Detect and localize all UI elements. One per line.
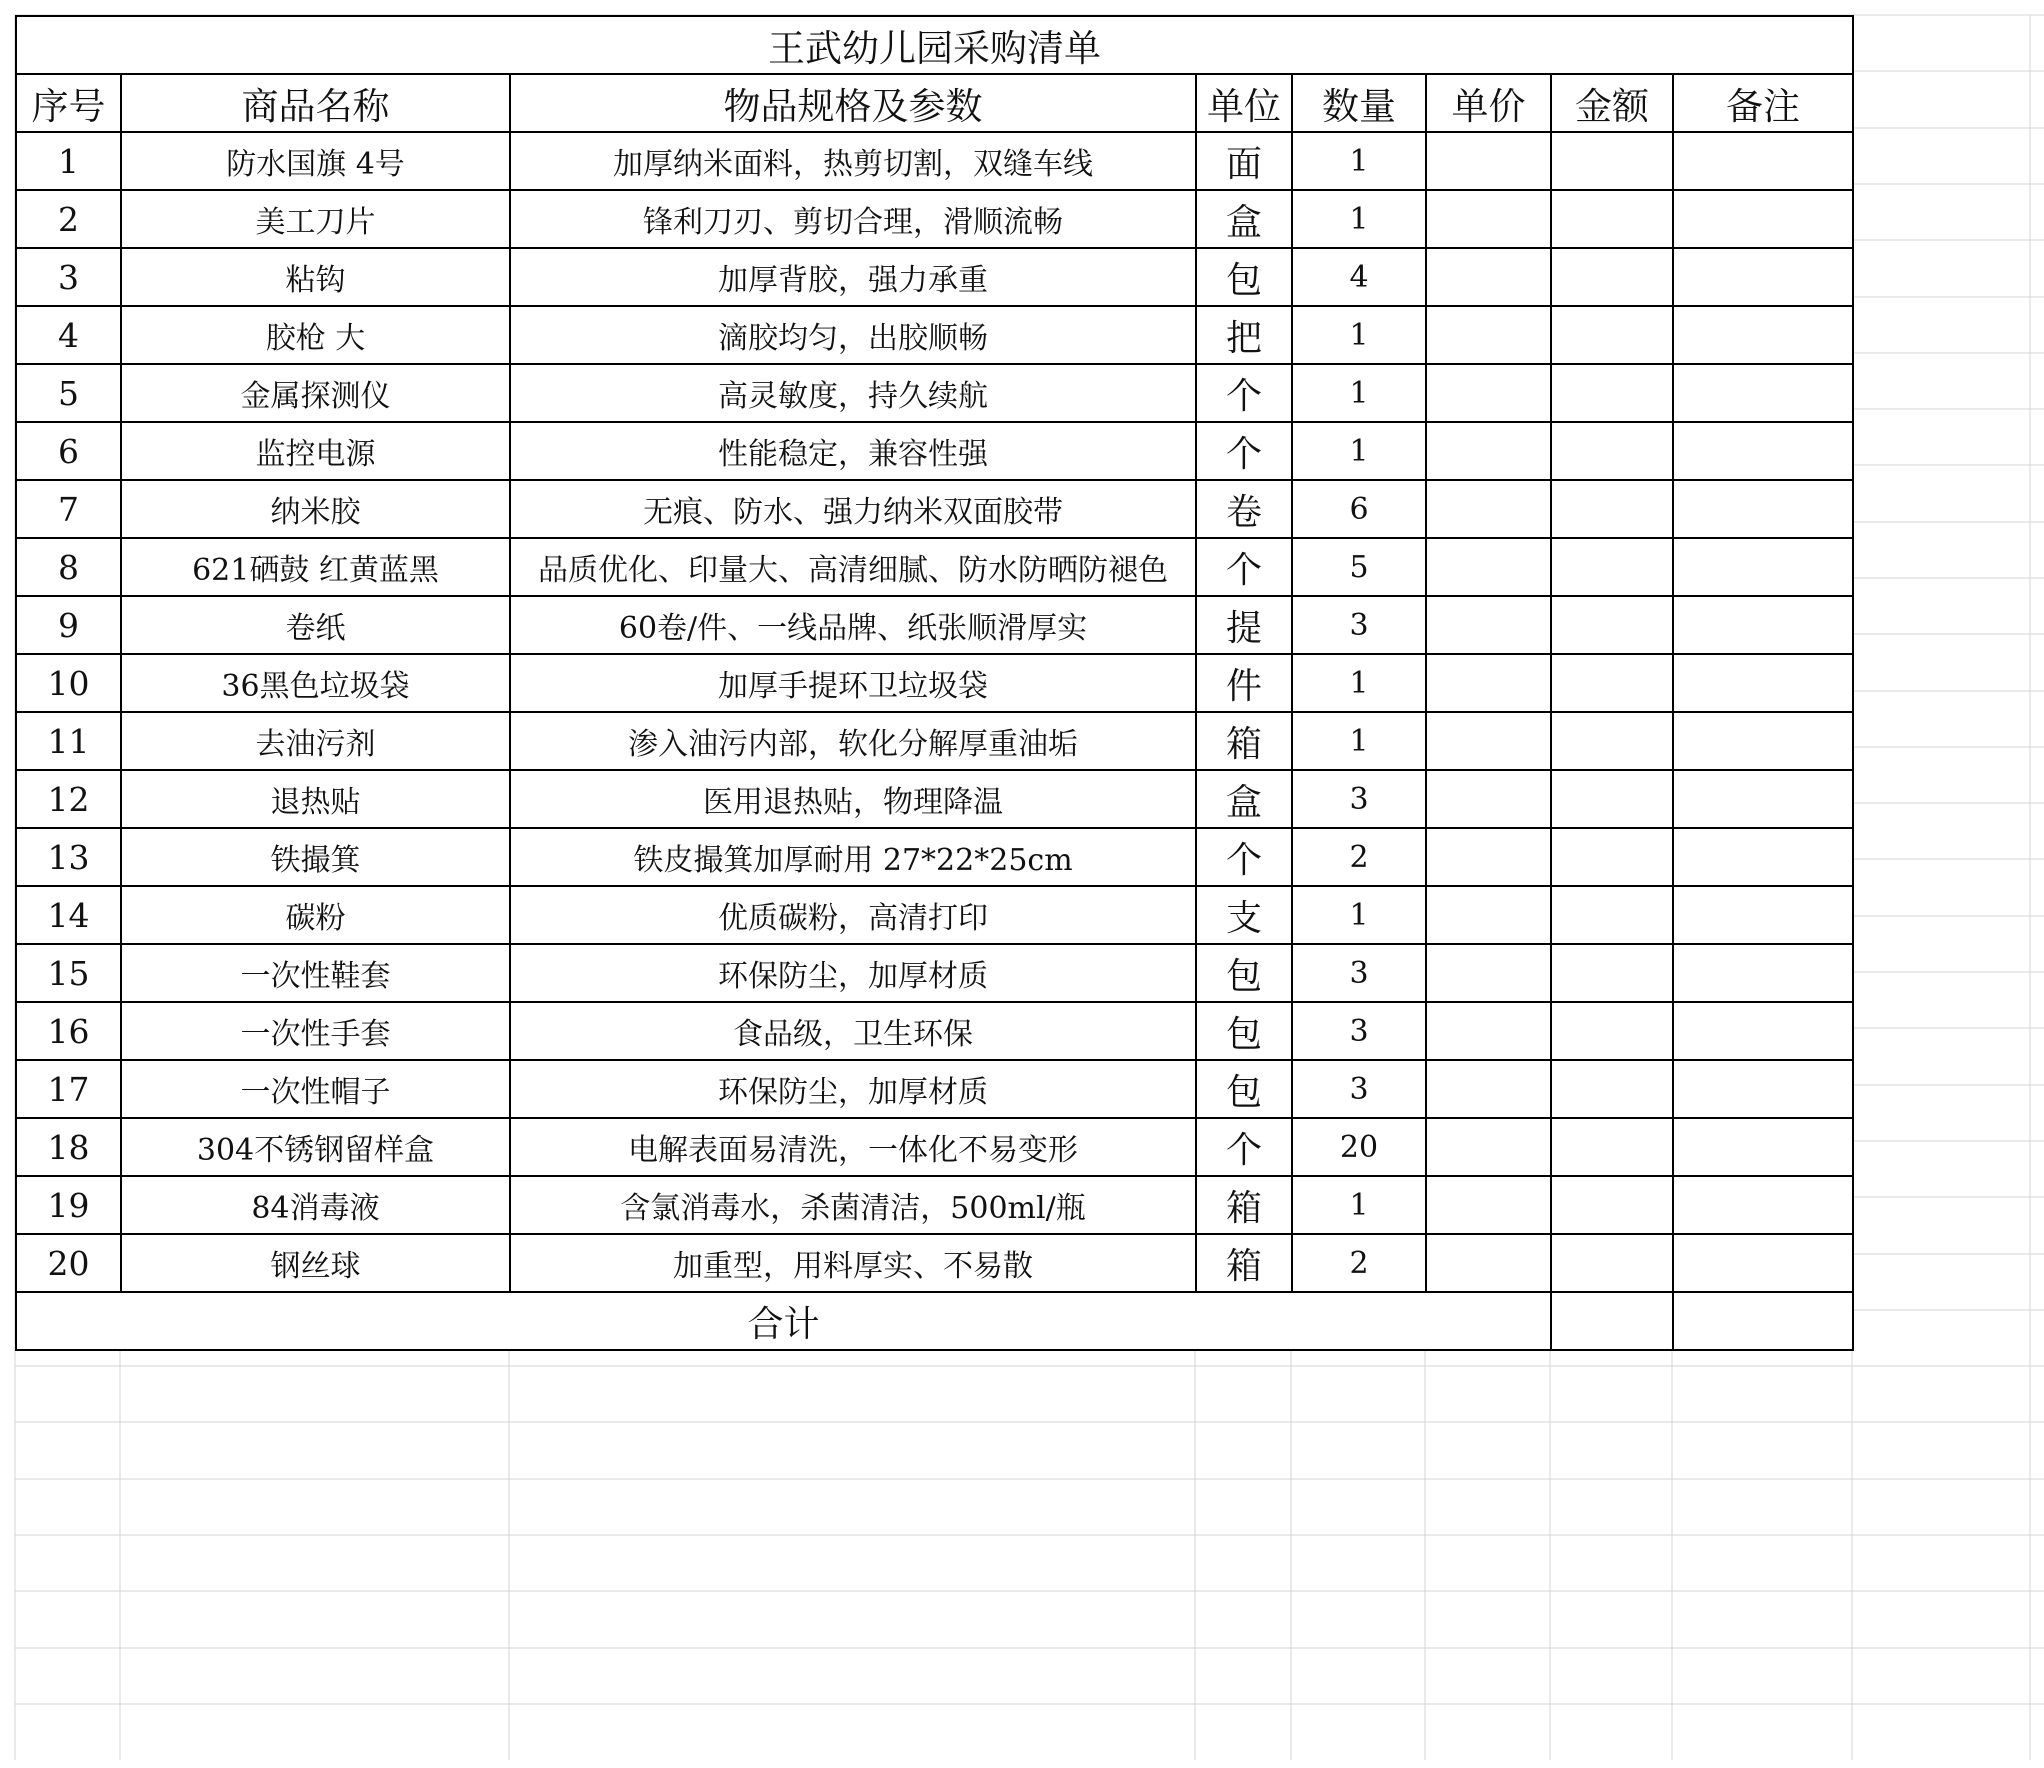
table-row <box>16 306 1853 364</box>
table-row <box>16 538 1853 596</box>
cell-amount[interactable] <box>1551 248 1673 306</box>
table-row <box>16 190 1853 248</box>
cell-note[interactable] <box>1673 1234 1853 1292</box>
cell-spec[interactable]: 60卷/件、一线品牌、纸张顺滑厚实 <box>510 596 1196 654</box>
cell-note[interactable] <box>1673 248 1853 306</box>
cell-seq[interactable]: 6 <box>16 422 121 480</box>
table-row <box>16 1060 1853 1118</box>
cell-unit-price[interactable] <box>1426 364 1551 422</box>
cell-unit[interactable]: 包 <box>1196 1002 1292 1060</box>
header-seq[interactable]: 序号 <box>16 74 121 132</box>
cell-item-name[interactable]: 一次性帽子 <box>121 1060 510 1118</box>
cell-spec[interactable]: 医用退热贴，物理降温 <box>510 770 1196 828</box>
cell-qty[interactable]: 1 <box>1292 364 1426 422</box>
cell-note[interactable] <box>1673 886 1853 944</box>
cell-item-name[interactable]: 防水国旗 4号 <box>121 132 510 190</box>
purchase-list-table <box>15 15 1854 1351</box>
cell-amount[interactable] <box>1551 770 1673 828</box>
cell-seq[interactable]: 3 <box>16 248 121 306</box>
total-amount-cell[interactable] <box>1551 1292 1673 1350</box>
cell-unit[interactable]: 提 <box>1196 596 1292 654</box>
cell-seq[interactable]: 12 <box>16 770 121 828</box>
table-row <box>16 132 1853 190</box>
cell-amount[interactable] <box>1551 1176 1673 1234</box>
table-row <box>16 1234 1853 1292</box>
cell-item-name[interactable]: 304不锈钢留样盒 <box>121 1118 510 1176</box>
cell-amount[interactable] <box>1551 190 1673 248</box>
cell-item-name[interactable]: 监控电源 <box>121 422 510 480</box>
cell-seq[interactable]: 11 <box>16 712 121 770</box>
header-unit[interactable]: 单位 <box>1196 74 1292 132</box>
table-row <box>16 654 1853 712</box>
cell-note[interactable] <box>1673 1060 1853 1118</box>
cell-unit[interactable]: 个 <box>1196 828 1292 886</box>
cell-unit[interactable]: 把 <box>1196 306 1292 364</box>
cell-seq[interactable]: 4 <box>16 306 121 364</box>
cell-note[interactable] <box>1673 596 1853 654</box>
cell-item-name[interactable]: 一次性手套 <box>121 1002 510 1060</box>
cell-unit-price[interactable] <box>1426 1002 1551 1060</box>
cell-unit-price[interactable] <box>1426 596 1551 654</box>
cell-amount[interactable] <box>1551 944 1673 1002</box>
cell-amount[interactable] <box>1551 1060 1673 1118</box>
header-qty[interactable]: 数量 <box>1292 74 1426 132</box>
sheet-title[interactable]: 王武幼儿园采购清单 <box>16 16 1853 74</box>
total-note-cell[interactable] <box>1673 1292 1853 1350</box>
cell-spec[interactable]: 高灵敏度，持久续航 <box>510 364 1196 422</box>
cell-spec[interactable]: 电解表面易清洗，一体化不易变形 <box>510 1118 1196 1176</box>
cell-unit[interactable]: 个 <box>1196 1118 1292 1176</box>
cell-unit[interactable]: 盒 <box>1196 770 1292 828</box>
cell-item-name[interactable]: 621硒鼓 红黄蓝黑 <box>121 538 510 596</box>
cell-unit-price[interactable] <box>1426 1118 1551 1176</box>
cell-amount[interactable] <box>1551 1118 1673 1176</box>
cell-spec[interactable]: 滴胶均匀，出胶顺畅 <box>510 306 1196 364</box>
cell-unit-price[interactable] <box>1426 480 1551 538</box>
cell-amount[interactable] <box>1551 364 1673 422</box>
cell-unit[interactable]: 件 <box>1196 654 1292 712</box>
cell-unit[interactable]: 箱 <box>1196 1234 1292 1292</box>
cell-spec[interactable]: 加厚纳米面料，热剪切割，双缝车线 <box>510 132 1196 190</box>
table-row <box>16 886 1853 944</box>
cell-spec[interactable]: 无痕、防水、强力纳米双面胶带 <box>510 480 1196 538</box>
cell-amount[interactable] <box>1551 422 1673 480</box>
cell-seq[interactable]: 10 <box>16 654 121 712</box>
header-price[interactable]: 单价 <box>1426 74 1551 132</box>
cell-note[interactable] <box>1673 654 1853 712</box>
cell-unit[interactable]: 箱 <box>1196 1176 1292 1234</box>
cell-amount[interactable] <box>1551 132 1673 190</box>
cell-item-name[interactable]: 卷纸 <box>121 596 510 654</box>
cell-seq[interactable]: 5 <box>16 364 121 422</box>
cell-qty[interactable]: 4 <box>1292 248 1426 306</box>
cell-unit[interactable]: 包 <box>1196 1060 1292 1118</box>
cell-note[interactable] <box>1673 132 1853 190</box>
cell-amount[interactable] <box>1551 480 1673 538</box>
cell-item-name[interactable]: 84消毒液 <box>121 1176 510 1234</box>
cell-qty[interactable]: 3 <box>1292 1060 1426 1118</box>
cell-spec[interactable]: 加重型，用料厚实、不易散 <box>510 1234 1196 1292</box>
cell-spec[interactable]: 环保防尘，加厚材质 <box>510 1060 1196 1118</box>
cell-spec[interactable]: 铁皮撮箕加厚耐用 27*22*25cm <box>510 828 1196 886</box>
cell-item-name[interactable]: 一次性鞋套 <box>121 944 510 1002</box>
cell-spec[interactable]: 环保防尘，加厚材质 <box>510 944 1196 1002</box>
cell-note[interactable] <box>1673 1002 1853 1060</box>
cell-qty[interactable]: 2 <box>1292 1234 1426 1292</box>
cell-unit[interactable]: 个 <box>1196 538 1292 596</box>
table-row <box>16 480 1853 538</box>
cell-unit[interactable]: 支 <box>1196 886 1292 944</box>
cell-item-name[interactable]: 36黑色垃圾袋 <box>121 654 510 712</box>
cell-qty[interactable]: 5 <box>1292 538 1426 596</box>
cell-spec[interactable]: 加厚背胶，强力承重 <box>510 248 1196 306</box>
cell-note[interactable] <box>1673 1176 1853 1234</box>
cell-spec[interactable]: 渗入油污内部，软化分解厚重油垢 <box>510 712 1196 770</box>
cell-note[interactable] <box>1673 828 1853 886</box>
cell-item-name[interactable]: 碳粉 <box>121 886 510 944</box>
cell-seq[interactable]: 14 <box>16 886 121 944</box>
table-row <box>16 944 1853 1002</box>
table-row <box>16 1118 1853 1176</box>
cell-spec[interactable]: 含氯消毒水，杀菌清洁，500ml/瓶 <box>510 1176 1196 1234</box>
cell-qty[interactable]: 3 <box>1292 944 1426 1002</box>
cell-amount[interactable] <box>1551 1234 1673 1292</box>
cell-note[interactable] <box>1673 770 1853 828</box>
cell-note[interactable] <box>1673 480 1853 538</box>
table-row <box>16 364 1853 422</box>
cell-unit-price[interactable] <box>1426 886 1551 944</box>
cell-qty[interactable]: 1 <box>1292 654 1426 712</box>
cell-seq[interactable]: 18 <box>16 1118 121 1176</box>
cell-item-name[interactable]: 钢丝球 <box>121 1234 510 1292</box>
cell-item-name[interactable]: 胶枪 大 <box>121 306 510 364</box>
cell-spec[interactable]: 锋利刀刃、剪切合理，滑顺流畅 <box>510 190 1196 248</box>
cell-seq[interactable]: 7 <box>16 480 121 538</box>
header-spec[interactable]: 物品规格及参数 <box>510 74 1196 132</box>
cell-seq[interactable]: 15 <box>16 944 121 1002</box>
table-row <box>16 1002 1853 1060</box>
cell-unit-price[interactable] <box>1426 248 1551 306</box>
cell-seq[interactable]: 19 <box>16 1176 121 1234</box>
cell-qty[interactable]: 1 <box>1292 712 1426 770</box>
cell-unit-price[interactable] <box>1426 306 1551 364</box>
cell-unit-price[interactable] <box>1426 944 1551 1002</box>
header-row <box>16 74 1853 132</box>
cell-note[interactable] <box>1673 712 1853 770</box>
cell-qty[interactable]: 1 <box>1292 306 1426 364</box>
cell-note[interactable] <box>1673 306 1853 364</box>
table-row <box>16 596 1853 654</box>
cell-unit-price[interactable] <box>1426 422 1551 480</box>
table-row <box>16 828 1853 886</box>
cell-item-name[interactable]: 粘钩 <box>121 248 510 306</box>
total-label[interactable]: 合计 <box>16 1292 1551 1350</box>
cell-unit-price[interactable] <box>1426 654 1551 712</box>
cell-seq[interactable]: 8 <box>16 538 121 596</box>
cell-amount[interactable] <box>1551 886 1673 944</box>
cell-seq[interactable]: 2 <box>16 190 121 248</box>
cell-unit-price[interactable] <box>1426 1234 1551 1292</box>
cell-item-name[interactable]: 美工刀片 <box>121 190 510 248</box>
table-row <box>16 770 1853 828</box>
cell-note[interactable] <box>1673 944 1853 1002</box>
cell-qty[interactable]: 2 <box>1292 828 1426 886</box>
cell-unit[interactable]: 盒 <box>1196 190 1292 248</box>
cell-amount[interactable] <box>1551 538 1673 596</box>
cell-item-name[interactable]: 退热贴 <box>121 770 510 828</box>
cell-qty[interactable]: 3 <box>1292 770 1426 828</box>
cell-qty[interactable]: 20 <box>1292 1118 1426 1176</box>
cell-unit[interactable]: 卷 <box>1196 480 1292 538</box>
header-amount[interactable]: 金额 <box>1551 74 1673 132</box>
table-row <box>16 422 1853 480</box>
cell-note[interactable] <box>1673 364 1853 422</box>
cell-note[interactable] <box>1673 1118 1853 1176</box>
cell-unit-price[interactable] <box>1426 538 1551 596</box>
cell-amount[interactable] <box>1551 596 1673 654</box>
cell-amount[interactable] <box>1551 712 1673 770</box>
cell-unit-price[interactable] <box>1426 712 1551 770</box>
cell-seq[interactable]: 16 <box>16 1002 121 1060</box>
cell-seq[interactable]: 13 <box>16 828 121 886</box>
cell-item-name[interactable]: 铁撮箕 <box>121 828 510 886</box>
cell-unit-price[interactable] <box>1426 190 1551 248</box>
cell-seq[interactable]: 9 <box>16 596 121 654</box>
cell-amount[interactable] <box>1551 828 1673 886</box>
cell-spec[interactable]: 性能稳定，兼容性强 <box>510 422 1196 480</box>
title-row <box>16 16 1853 74</box>
cell-unit[interactable]: 包 <box>1196 248 1292 306</box>
cell-unit-price[interactable] <box>1426 132 1551 190</box>
cell-note[interactable] <box>1673 422 1853 480</box>
cell-unit[interactable]: 个 <box>1196 364 1292 422</box>
cell-item-name[interactable]: 金属探测仪 <box>121 364 510 422</box>
cell-amount[interactable] <box>1551 654 1673 712</box>
header-name[interactable]: 商品名称 <box>121 74 510 132</box>
header-note[interactable]: 备注 <box>1673 74 1853 132</box>
cell-note[interactable] <box>1673 190 1853 248</box>
cell-unit[interactable]: 箱 <box>1196 712 1292 770</box>
cell-qty[interactable]: 1 <box>1292 1176 1426 1234</box>
cell-qty[interactable]: 1 <box>1292 422 1426 480</box>
cell-unit-price[interactable] <box>1426 1060 1551 1118</box>
cell-unit-price[interactable] <box>1426 1176 1551 1234</box>
cell-qty[interactable]: 3 <box>1292 1002 1426 1060</box>
cell-amount[interactable] <box>1551 306 1673 364</box>
cell-amount[interactable] <box>1551 1002 1673 1060</box>
cell-seq[interactable]: 1 <box>16 132 121 190</box>
cell-unit[interactable]: 面 <box>1196 132 1292 190</box>
total-row <box>16 1292 1853 1350</box>
cell-seq[interactable]: 20 <box>16 1234 121 1292</box>
cell-qty[interactable]: 3 <box>1292 596 1426 654</box>
cell-spec[interactable]: 加厚手提环卫垃圾袋 <box>510 654 1196 712</box>
cell-item-name[interactable]: 去油污剂 <box>121 712 510 770</box>
cell-unit-price[interactable] <box>1426 828 1551 886</box>
cell-qty[interactable]: 6 <box>1292 480 1426 538</box>
cell-qty[interactable]: 1 <box>1292 190 1426 248</box>
cell-qty[interactable]: 1 <box>1292 886 1426 944</box>
cell-unit[interactable]: 个 <box>1196 422 1292 480</box>
cell-unit-price[interactable] <box>1426 770 1551 828</box>
cell-unit[interactable]: 包 <box>1196 944 1292 1002</box>
cell-seq[interactable]: 17 <box>16 1060 121 1118</box>
table-row <box>16 248 1853 306</box>
cell-item-name[interactable]: 纳米胶 <box>121 480 510 538</box>
table-row <box>16 712 1853 770</box>
table-row <box>16 1176 1853 1234</box>
cell-spec[interactable]: 食品级，卫生环保 <box>510 1002 1196 1060</box>
cell-spec[interactable]: 优质碳粉，高清打印 <box>510 886 1196 944</box>
cell-note[interactable] <box>1673 538 1853 596</box>
cell-qty[interactable]: 1 <box>1292 132 1426 190</box>
cell-spec[interactable]: 品质优化、印量大、高清细腻、防水防晒防褪色 <box>510 538 1196 596</box>
